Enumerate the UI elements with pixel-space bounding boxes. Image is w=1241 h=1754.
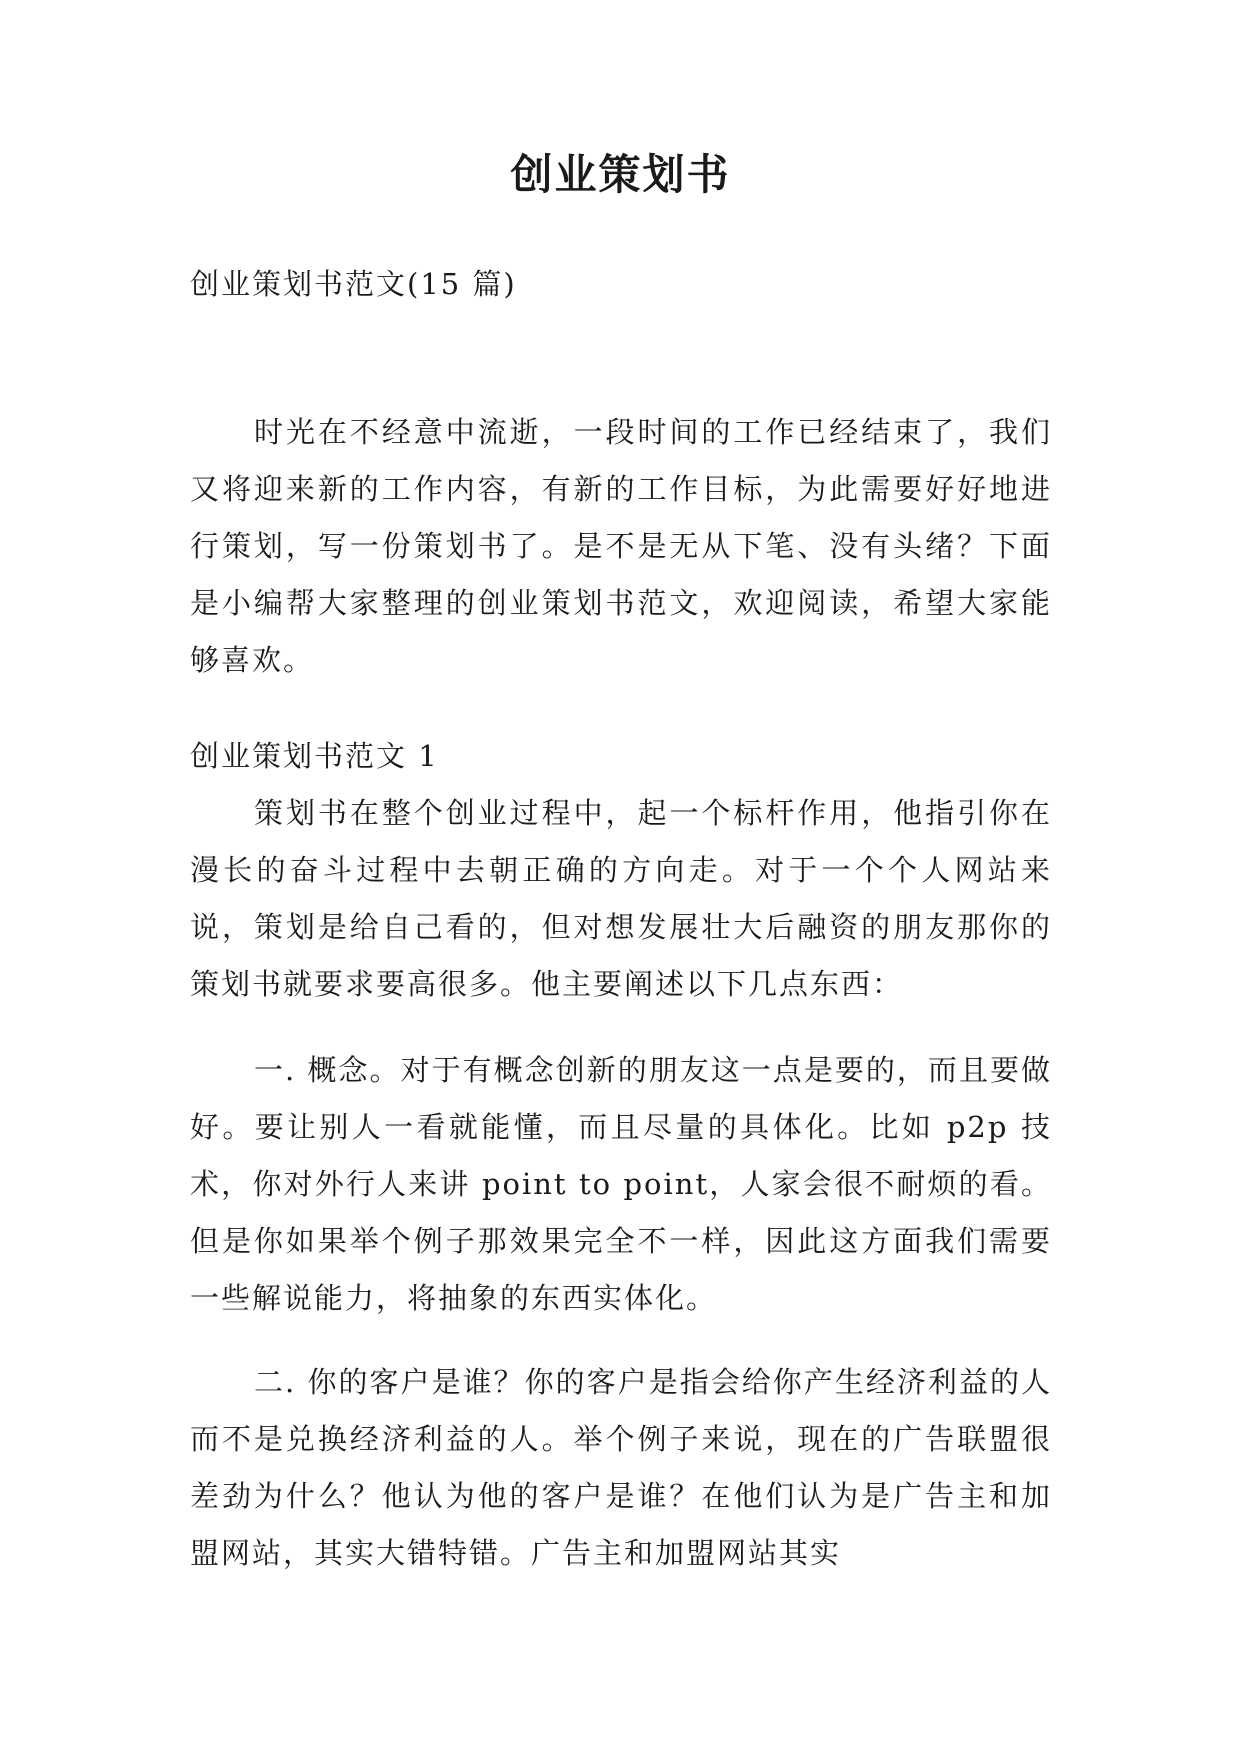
section-heading: 创业策划书范文 1: [190, 739, 439, 773]
intro-paragraph: 时光在不经意中流逝，一段时间的工作已经结束了，我们又将迎来新的工作内容，有新的工作目标，为此需要好好地进行策划，写一份策划书了。是不是无从下笔、没有头绪？下面是小编帮大家整理的创业策划书范文，欢迎阅读，希望大家能够喜欢。: [190, 415, 1052, 677]
section-paragraph-1: 策划书在整个创业过程中，起一个标杆作用，他指引你在漫长的奋斗过程中去朝正确的方向走。对于一个个人网站来说，策划是给自己看的，但对想发展壮大后融资的朋友那你的策划书就要求要高很多。他主要阐述以下几点东西：: [190, 796, 1052, 1001]
section-paragraph-3: 二. 你的客户是谁？你的客户是指会给你产生经济利益的人而不是兑换经济利益的人。举个例子来说，现在的广告联盟很差劲为什么？他认为他的客户是谁？在他们认为是广告主和加盟网站，其实大错特错。广告主和加盟网站其实: [190, 1365, 1052, 1570]
section-paragraph-2: 一. 概念。对于有概念创新的朋友这一点是要的，而且要做好。要让别人一看就能懂，而且尽量的具体化。比如 p2p 技术，你对外行人来讲 point to point，人家会很不耐烦的看。但是你如果举个例子那效果完全不一样，因此这方面我们需要一些解说能力，将抽象的东西实体化。: [190, 1053, 1052, 1315]
document-title: 创业策划书: [510, 150, 731, 199]
document-subtitle: 创业策划书范文(15 篇): [190, 267, 517, 301]
